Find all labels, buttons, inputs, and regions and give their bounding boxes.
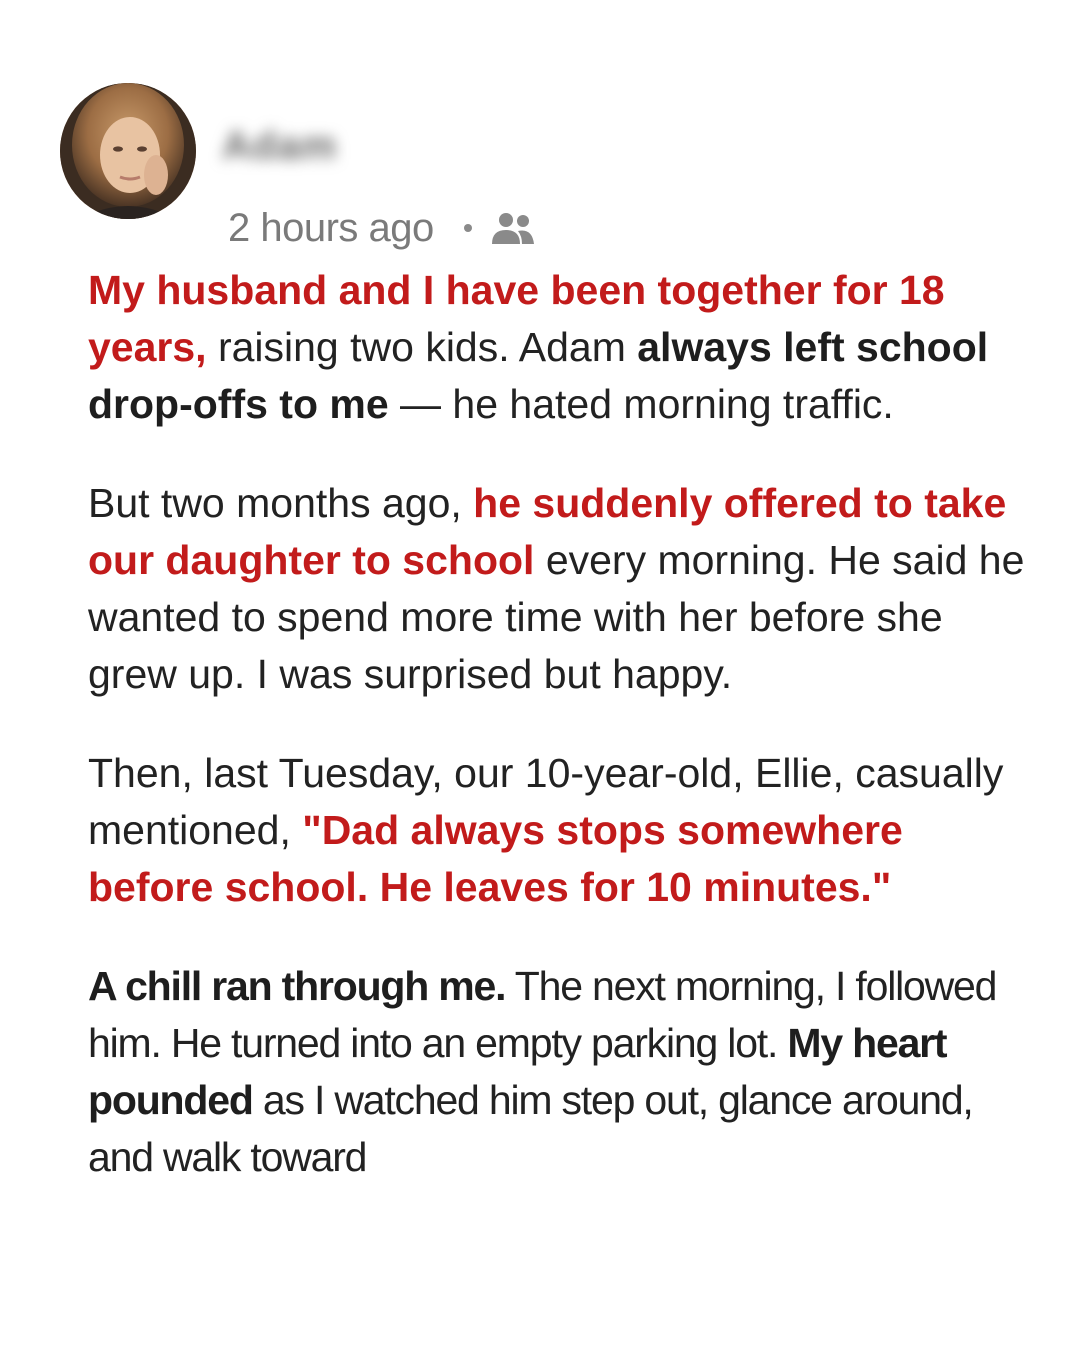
paragraph-3 — [88, 745, 1028, 916]
body-text: — he hated morning traffic. — [388, 381, 894, 427]
body-text: But two months ago, — [88, 480, 474, 526]
author-name[interactable]: Adam — [222, 124, 338, 168]
bold-text: A chill ran through me. — [88, 963, 506, 1009]
body-text: Then, last Tuesday, our 10-year-old, Ellie, casually mentioned, — [88, 750, 1004, 853]
avatar-portrait — [60, 83, 196, 219]
timestamp[interactable]: 2 hours ago — [228, 205, 434, 250]
avatar[interactable] — [60, 83, 196, 219]
highlight-text: "Dad always stops somewhere before school. He leaves for 10 minutes." — [88, 807, 903, 910]
body-text: as I watched him step out, glance around, and walk toward — [88, 1077, 973, 1180]
paragraph-4 — [88, 958, 1028, 1186]
friends-icon[interactable] — [488, 210, 536, 246]
separator-dot — [464, 224, 472, 232]
bold-text: always left school drop-offs to me — [88, 324, 989, 427]
highlight-text: he suddenly offered to take our daughter to school — [88, 480, 1007, 583]
post-meta — [228, 200, 536, 256]
body-text: every morning. He said he wanted to spend more time with her before she grew up. I was surprised but happy. — [88, 537, 1025, 697]
post-body — [88, 262, 1028, 1186]
paragraph-1 — [88, 262, 1028, 433]
highlight-text: My husband and I have been together for 18 years, — [88, 267, 945, 370]
body-text: raising two kids. Adam — [206, 324, 638, 370]
body-text: The next morning, I followed him. He turned into an empty parking lot. — [88, 963, 997, 1066]
bold-text: My heart pounded — [88, 1020, 947, 1123]
paragraph-2 — [88, 475, 1028, 703]
